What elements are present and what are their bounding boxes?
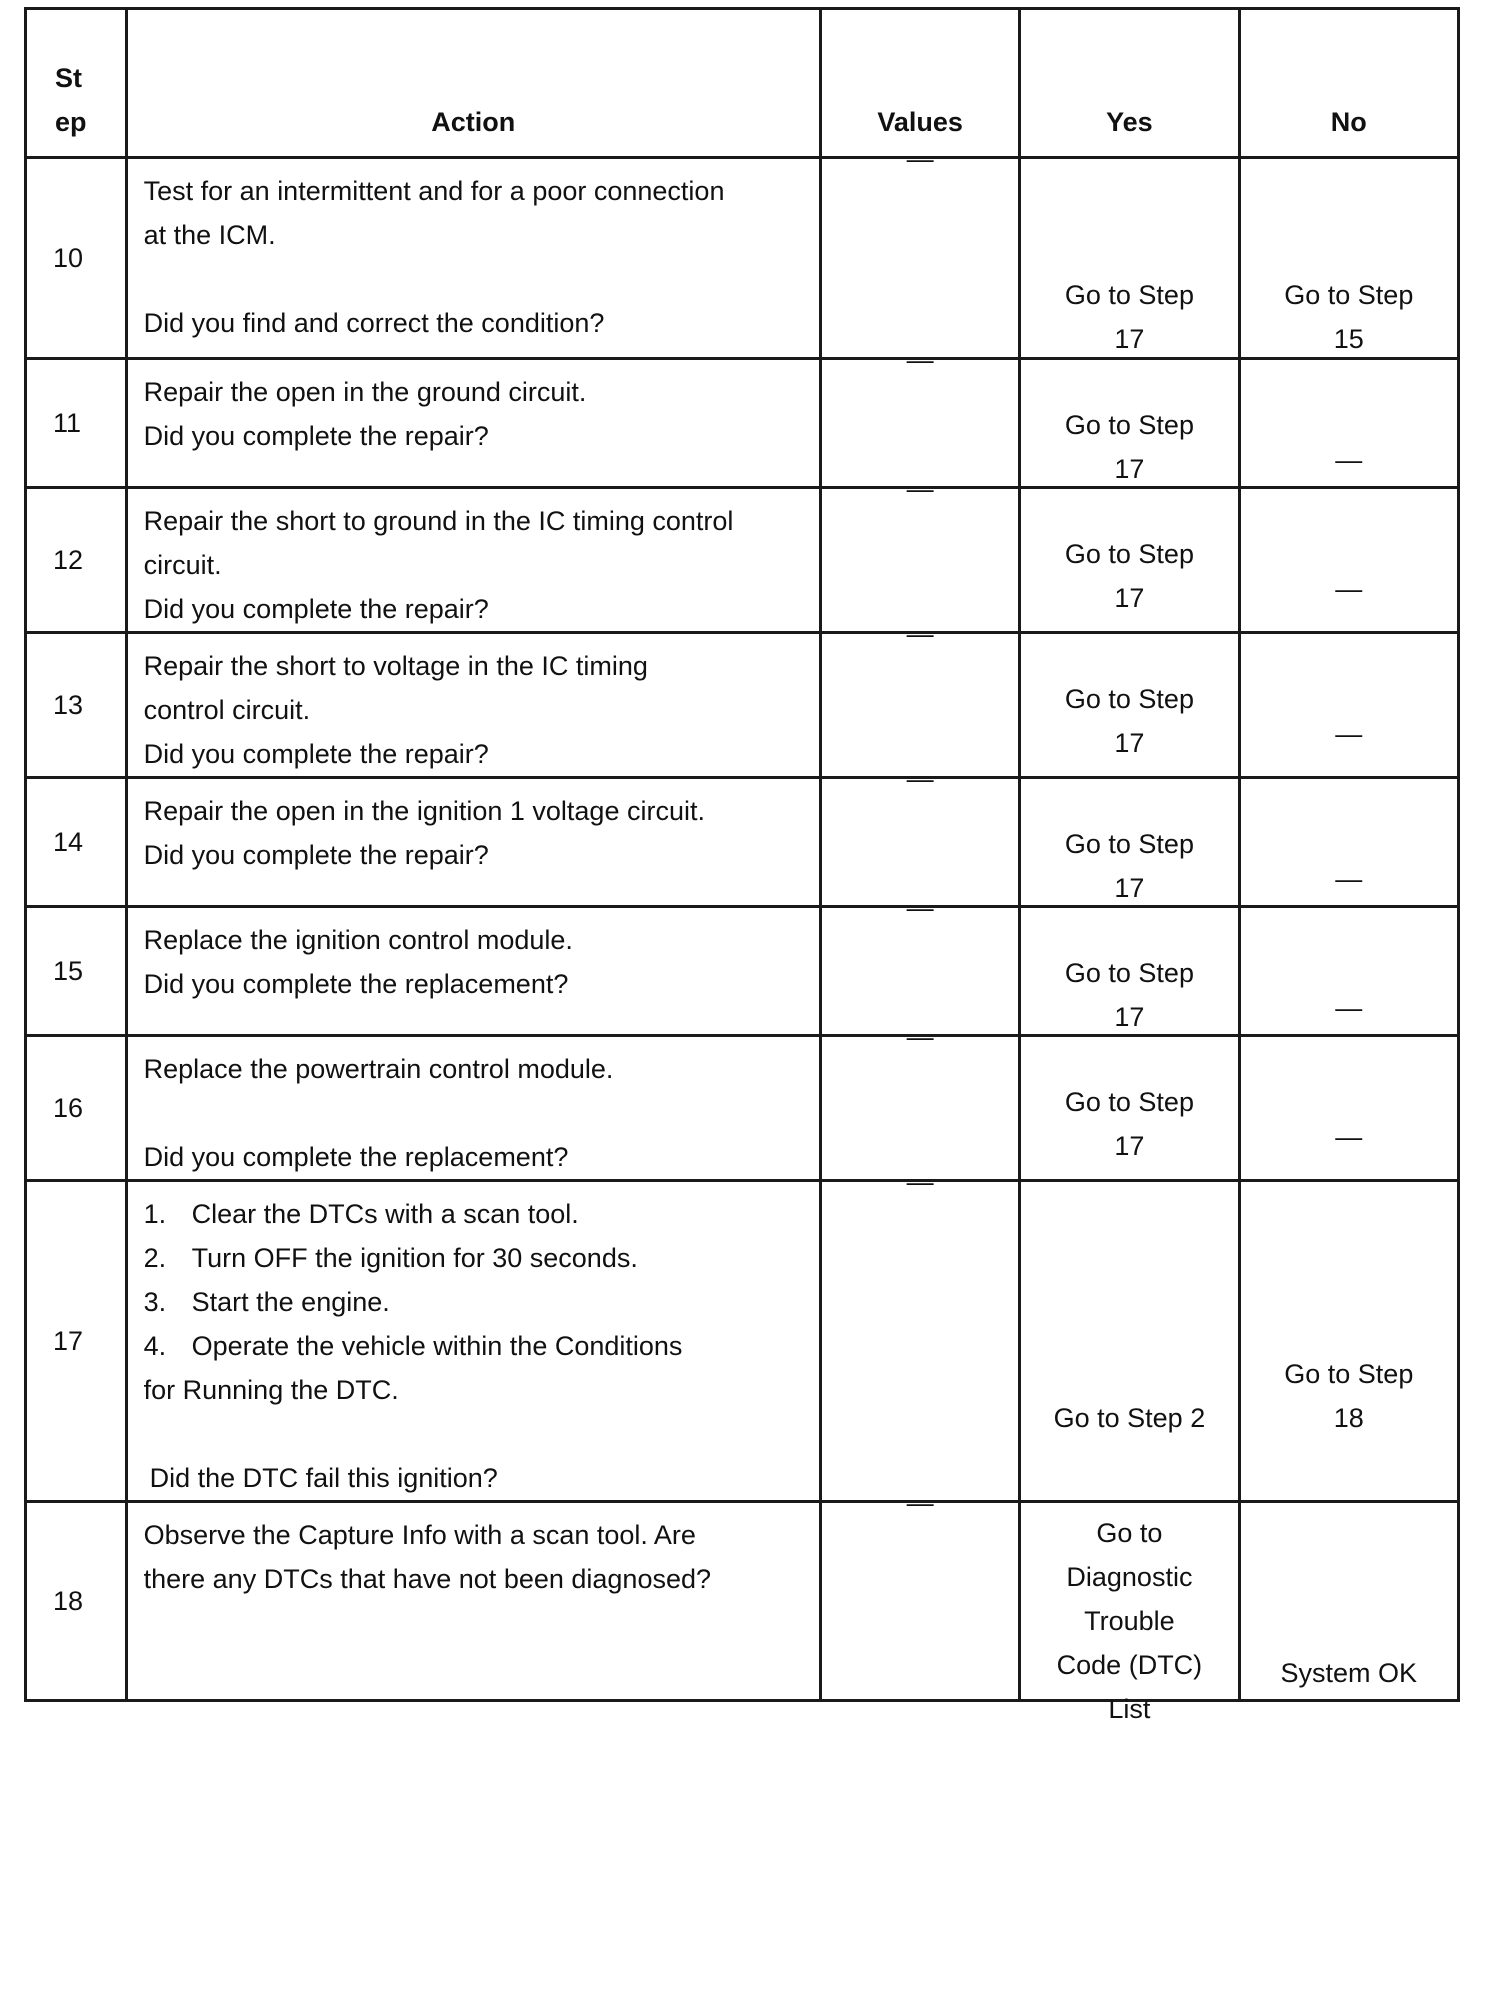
action-cell: Repair the short to voltage in the IC timing control circuit. Did you complete the repair? (143, 651, 648, 769)
yes-cell: Go to Step 17 (1064, 280, 1194, 354)
list-item: 4. Operate the vehicle within the Conditions (143, 1331, 683, 1361)
step-number: 10 (53, 243, 84, 273)
values-cell: — (906, 474, 934, 504)
list-item: 2. Turn OFF the ignition for 30 seconds. (143, 1243, 638, 1273)
values-cell: — (906, 1022, 934, 1052)
no-cell: — (1335, 1122, 1363, 1152)
step-number: 12 (53, 545, 84, 575)
yes-cell: Go to Step 17 (1064, 539, 1194, 613)
table-row (26, 778, 1459, 907)
no-cell: — (1335, 993, 1363, 1023)
yes-cell: Go to Step 17 (1064, 684, 1194, 758)
step-number: 17 (53, 1326, 84, 1356)
values-cell: — (906, 619, 934, 649)
table-row (26, 1502, 1459, 1701)
step-number: 13 (53, 690, 84, 720)
action-cell: Replace the powertrain control module. Did you complete the replacement? (128, 1037, 819, 1179)
yes-cell: Go to Step 17 (1064, 829, 1194, 903)
header-values: Values (820, 9, 1019, 158)
step-number: 14 (53, 827, 84, 857)
action-cell: Repair the open in the ground circuit. Did you complete the repair? (143, 377, 587, 451)
table-row (26, 1036, 1459, 1181)
list-item: 1. Clear the DTCs with a scan tool. (143, 1199, 579, 1229)
step-number: 11 (53, 408, 82, 438)
no-cell: — (1335, 445, 1363, 475)
step-number: 15 (53, 956, 84, 986)
no-cell: Go to Step 18 (1284, 1359, 1414, 1433)
table-row (26, 1181, 1459, 1502)
header-yes: Yes (1020, 9, 1239, 158)
action-cell: 1. Clear the DTCs with a scan tool. 2. Turn OFF the ignition for 30 seconds. 3. Start the engine. 4. Operate the vehicle within the Conditions for Running the DTC. Did the DTC fail this ignition? (128, 1182, 819, 1500)
action-cell: Repair the open in the ignition 1 voltage circuit. Did you complete the repair? (143, 796, 705, 870)
question-text: Did you find and correct the condition? (143, 308, 605, 338)
header-row (26, 9, 1459, 158)
no-cell: — (1335, 719, 1363, 749)
action-cell: Replace the ignition control module. Did you complete the replacement? (143, 925, 573, 999)
table-row (26, 907, 1459, 1036)
yes-cell: Go to Diagnostic Trouble Code (DTC) List (1056, 1518, 1203, 1724)
action-cell: Observe the Capture Info with a scan tool. Are there any DTCs that have not been diagnosed? (143, 1520, 712, 1594)
header-step: St ep (26, 9, 127, 158)
table-row (26, 158, 1459, 359)
step-number: 18 (53, 1586, 84, 1616)
values-cell: — (906, 144, 934, 174)
values-cell: — (906, 764, 934, 794)
values-cell: — (906, 1167, 934, 1197)
no-cell: System OK (1280, 1658, 1418, 1688)
action-cell: Repair the short to ground in the IC timing control circuit. Did you complete the repair? (143, 506, 734, 624)
header-action: Action (126, 9, 820, 158)
step-number: 16 (53, 1093, 84, 1123)
table-row (26, 359, 1459, 488)
header-no: No (1239, 9, 1458, 158)
list-item: 3. Start the engine. (143, 1287, 390, 1317)
no-cell: Go to Step 15 (1284, 280, 1414, 354)
table-row (26, 488, 1459, 633)
values-cell: — (906, 345, 934, 375)
yes-cell: Go to Step 17 (1064, 958, 1194, 1032)
no-cell: — (1335, 864, 1363, 894)
yes-cell: Go to Step 17 (1064, 410, 1194, 484)
table-row (26, 633, 1459, 778)
action-cell: Test for an intermittent and for a poor connection at the ICM. Did you find and correct the condition? (128, 159, 819, 345)
no-cell: — (1335, 574, 1363, 604)
yes-cell: Go to Step 17 (1064, 1087, 1194, 1161)
question-text: Did you complete the replacement? (143, 1142, 569, 1172)
procedure-list (144, 1192, 809, 1368)
diagnostic-table (24, 7, 1460, 1724)
values-cell: — (906, 893, 934, 923)
yes-cell: Go to Step 2 (1053, 1403, 1206, 1433)
question-text: Did the DTC fail this ignition? (149, 1463, 498, 1493)
values-cell: — (906, 1488, 934, 1518)
